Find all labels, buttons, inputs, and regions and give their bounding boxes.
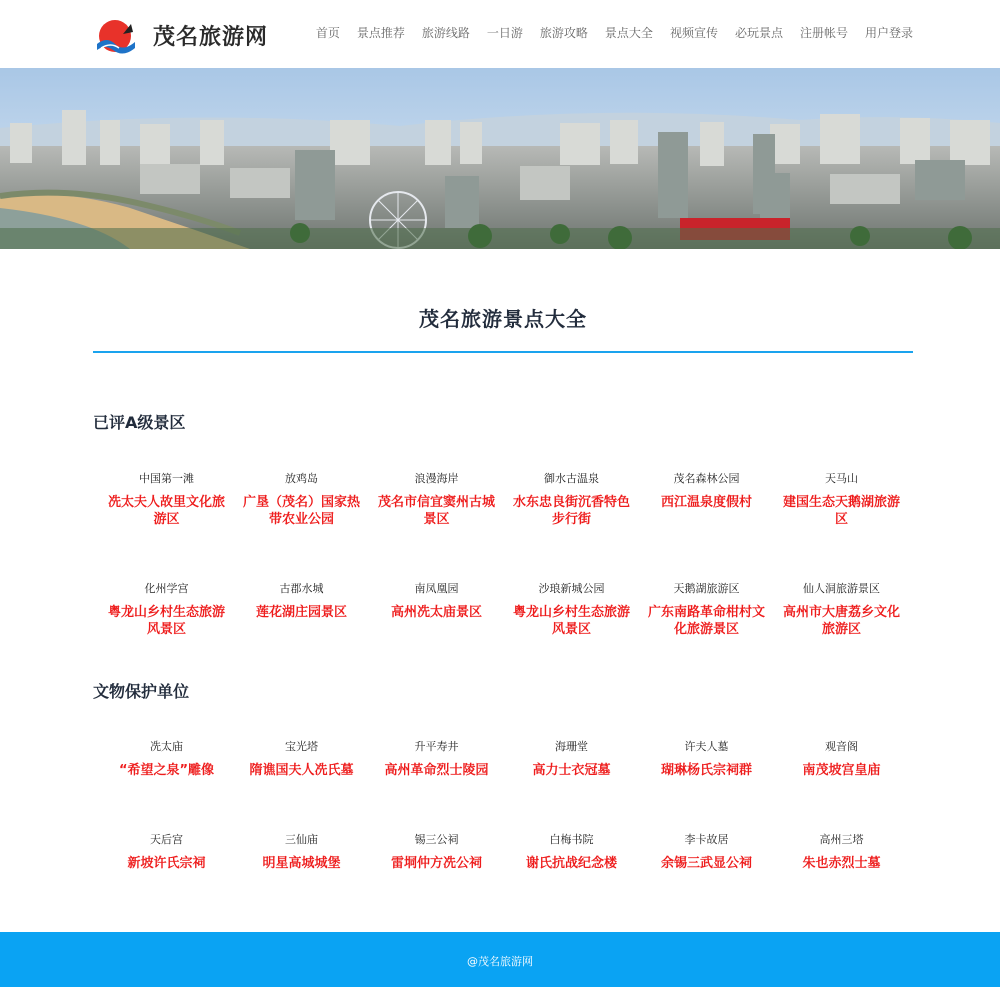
spot-card[interactable] <box>639 472 774 528</box>
spot-subtitle: 放鸡岛 <box>285 472 318 485</box>
section-title-heritage: 文物保护单位 <box>93 682 190 701</box>
spot-subtitle: 沙琅新城公园 <box>538 582 605 595</box>
spot-subtitle: 高州三塔 <box>819 833 864 846</box>
spot-link[interactable]: 广东南路革命柑村文化旅游景区 <box>647 605 765 637</box>
spot-subtitle: 宝光塔 <box>285 740 318 753</box>
nav-day-trip[interactable]: 一日游 <box>486 26 523 40</box>
spot-link[interactable]: 雷垌仲方冼公祠 <box>390 856 482 871</box>
nav-login[interactable]: 用户登录 <box>864 26 913 40</box>
spot-card[interactable] <box>639 582 774 638</box>
spot-subtitle: 古郡水城 <box>279 582 324 595</box>
spot-card[interactable] <box>504 740 639 779</box>
nav-videos[interactable]: 视频宣传 <box>669 26 718 40</box>
spot-subtitle: 仙人洞旅游景区 <box>803 582 880 595</box>
spot-subtitle: 天鹅湖旅游区 <box>673 582 740 595</box>
spot-link[interactable]: 建国生态天鹅湖旅游区 <box>782 495 900 527</box>
spot-link[interactable]: 明星高城城堡 <box>262 856 341 871</box>
spot-link[interactable]: “希望之泉”雕像 <box>118 763 215 778</box>
spot-subtitle: 天后宫 <box>150 833 183 846</box>
spot-subtitle: 李卡故居 <box>684 833 729 846</box>
spot-card[interactable] <box>99 740 234 779</box>
spot-link[interactable]: 朱也赤烈士墓 <box>802 856 881 871</box>
site-footer <box>0 932 1000 987</box>
spot-link[interactable]: 南茂坡宫皇庙 <box>802 763 881 778</box>
spot-link[interactable]: 粤龙山乡村生态旅游风景区 <box>107 605 225 637</box>
spot-link[interactable]: 莲花湖庄园景区 <box>255 605 347 620</box>
spot-card[interactable] <box>504 833 639 872</box>
spot-card[interactable] <box>99 833 234 872</box>
spot-card[interactable] <box>234 582 369 638</box>
spot-card[interactable] <box>504 472 639 528</box>
spot-link[interactable]: 粤龙山乡村生态旅游风景区 <box>512 605 630 637</box>
nav-home[interactable]: 首页 <box>315 26 340 40</box>
footer-copyright: @茂名旅游网 <box>467 955 533 968</box>
spot-link[interactable]: 谢氏抗战纪念楼 <box>525 856 617 871</box>
site-name: 茂名旅游网 <box>153 24 269 50</box>
spot-subtitle: 锡三公祠 <box>414 833 459 846</box>
spot-link[interactable]: 广垦（茂名）国家热带农业公园 <box>242 495 360 527</box>
spot-subtitle: 茂名森林公园 <box>673 472 740 485</box>
spot-link[interactable]: 茂名市信宜窦州古城景区 <box>377 495 495 527</box>
section-title-a-level: 已评A级景区 <box>93 413 186 432</box>
spot-subtitle: 浪漫海岸 <box>414 472 459 485</box>
spot-link[interactable]: 余锡三武显公祠 <box>660 856 752 871</box>
logo-emblem-icon <box>93 14 147 56</box>
spot-subtitle: 御水古温泉 <box>544 472 599 485</box>
spot-subtitle: 许夫人墓 <box>684 740 729 753</box>
main-nav <box>316 24 913 42</box>
spot-subtitle: 升平寿井 <box>414 740 459 753</box>
spot-subtitle: 天马山 <box>825 472 858 485</box>
page-title: 茂名旅游景点大全 <box>419 307 587 331</box>
nav-must-visit[interactable]: 必玩景点 <box>734 26 783 40</box>
spot-row <box>99 472 909 528</box>
spot-link[interactable]: 西江温泉度假村 <box>660 495 752 510</box>
spot-link[interactable]: 隋谯国夫人冼氏墓 <box>249 763 354 778</box>
spot-card[interactable] <box>234 740 369 779</box>
spot-subtitle: 海珊堂 <box>555 740 588 753</box>
spot-link[interactable]: 瑚琳杨氏宗祠群 <box>660 763 752 778</box>
spot-card[interactable] <box>774 582 909 638</box>
city-banner-image <box>0 68 1000 249</box>
spot-row <box>99 833 909 872</box>
spot-card[interactable] <box>639 833 774 872</box>
spot-link[interactable]: 水东忠良街沉香特色步行街 <box>512 495 630 527</box>
spot-subtitle: 三仙庙 <box>285 833 318 846</box>
spot-link[interactable]: 高州革命烈士陵园 <box>384 763 489 778</box>
spot-link[interactable]: 新坡许氏宗祠 <box>127 856 206 871</box>
spot-subtitle: 白梅书院 <box>549 833 594 846</box>
site-logo[interactable] <box>93 14 273 56</box>
spot-card[interactable] <box>369 472 504 528</box>
spot-row <box>99 740 909 779</box>
nav-all-spots[interactable]: 景点大全 <box>604 26 653 40</box>
title-divider <box>93 351 913 353</box>
spot-subtitle: 南凤凰园 <box>414 582 459 595</box>
spot-link[interactable]: 冼太夫人故里文化旅游区 <box>107 495 225 527</box>
nav-recommended[interactable]: 景点推荐 <box>356 26 405 40</box>
nav-guides[interactable]: 旅游攻略 <box>539 26 588 40</box>
spot-card[interactable] <box>369 833 504 872</box>
spot-card[interactable] <box>99 582 234 638</box>
spot-card[interactable] <box>369 582 504 638</box>
spot-link[interactable]: 高州冼太庙景区 <box>390 605 482 620</box>
spot-card[interactable] <box>774 740 909 779</box>
site-header <box>0 0 1000 68</box>
nav-routes[interactable]: 旅游线路 <box>421 26 470 40</box>
spot-subtitle: 化州学宫 <box>144 582 189 595</box>
nav-register[interactable]: 注册帐号 <box>799 26 848 40</box>
spot-subtitle: 冼太庙 <box>150 740 183 753</box>
spot-card[interactable] <box>369 740 504 779</box>
spot-link[interactable]: 高州市大唐荔乡文化旅游区 <box>782 605 900 637</box>
spot-card[interactable] <box>234 833 369 872</box>
spot-card[interactable] <box>639 740 774 779</box>
spot-row <box>99 582 909 638</box>
spot-subtitle: 中国第一滩 <box>139 472 194 485</box>
spot-card[interactable] <box>234 472 369 528</box>
spot-card[interactable] <box>774 472 909 528</box>
spot-subtitle: 观音阁 <box>825 740 858 753</box>
spot-card[interactable] <box>99 472 234 528</box>
spot-link[interactable]: 高力士衣冠墓 <box>532 763 611 778</box>
spot-card[interactable] <box>774 833 909 872</box>
spot-card[interactable] <box>504 582 639 638</box>
